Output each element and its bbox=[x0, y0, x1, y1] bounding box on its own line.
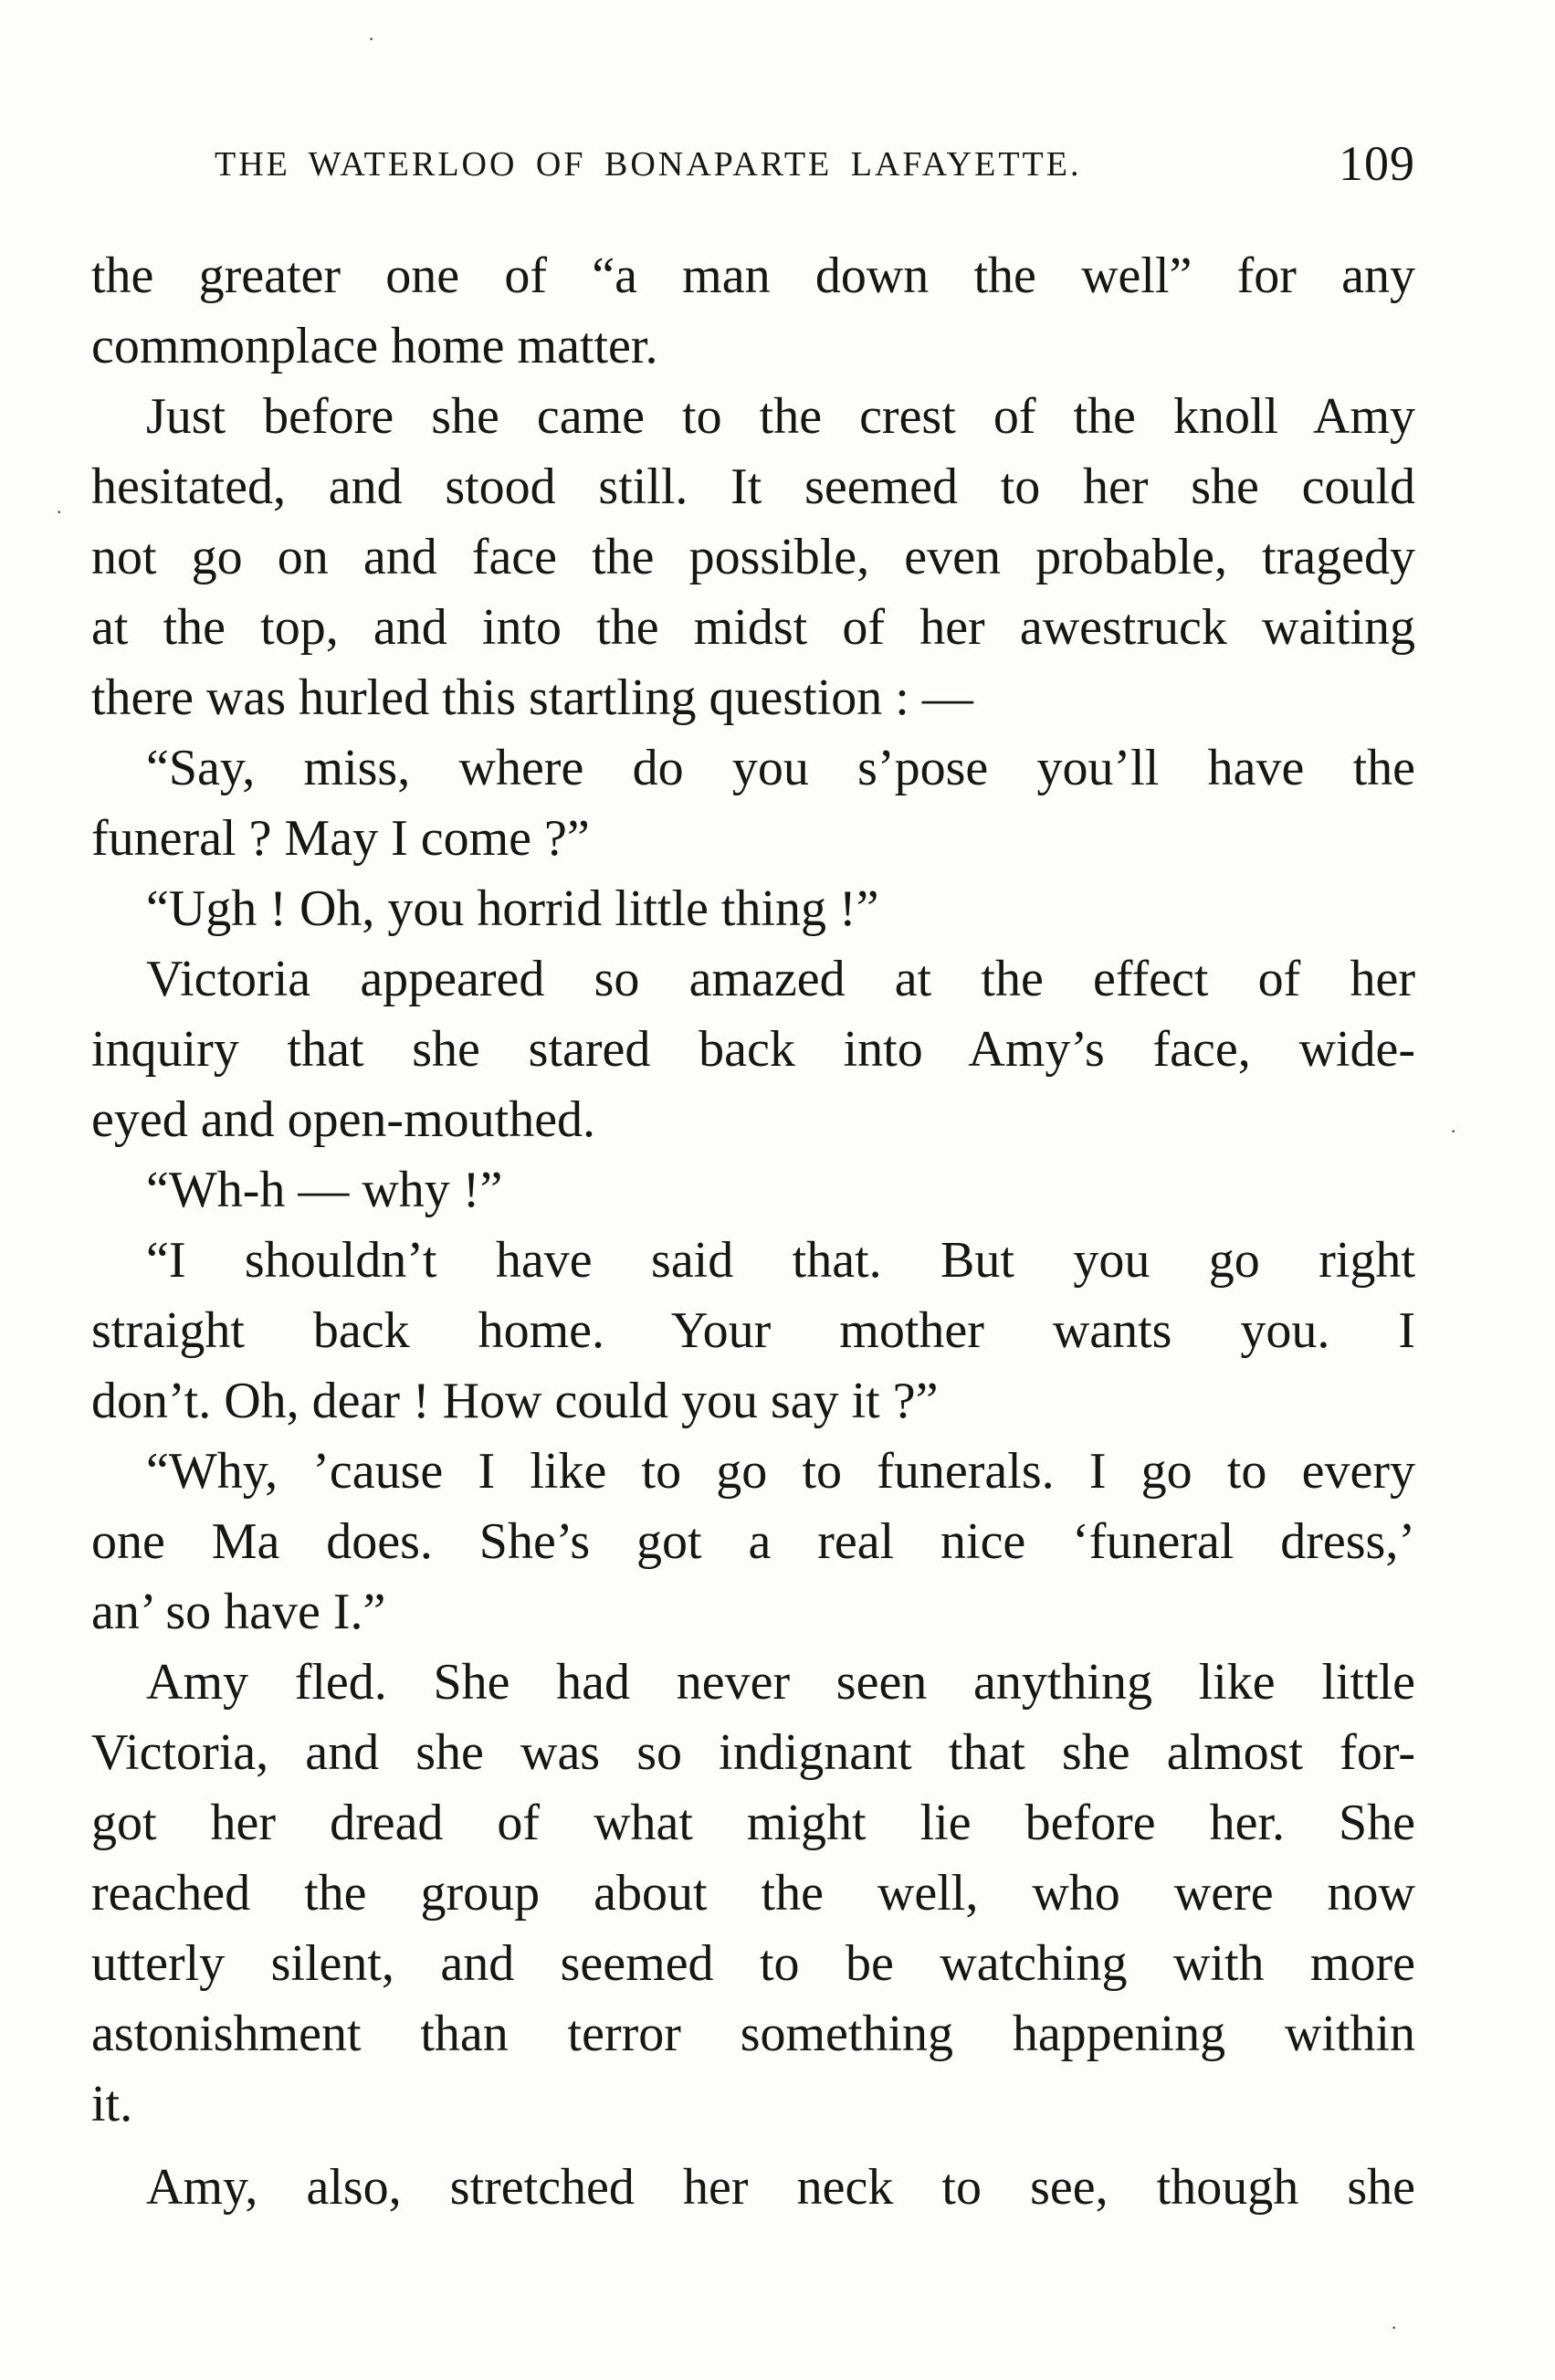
body-text bbox=[91, 241, 1415, 2223]
text-line: “Wh-h — why !” bbox=[146, 1162, 503, 1218]
print-speck: · bbox=[1391, 2316, 1398, 2339]
text-line: straight back home. Your mother wants you. I bbox=[91, 1302, 1415, 1359]
text-line: utterly silent, and seemed to be watching with more bbox=[91, 1935, 1415, 1992]
text-line: at the top, and into the midst of her awestruck waiting bbox=[91, 599, 1415, 656]
text-line: Amy fled. She had never seen anything like little bbox=[146, 1654, 1415, 1711]
text-line: Amy, also, stretched her neck to see, though she bbox=[146, 2159, 1415, 2216]
text-line: don’t. Oh, dear ! How could you say it ?” bbox=[91, 1373, 939, 1429]
text-line: not go on and face the possible, even probable, tragedy bbox=[91, 529, 1415, 585]
text-line: “Ugh ! Oh, you horrid little thing !” bbox=[146, 880, 879, 937]
text-line: Victoria, and she was so indignant that she almost for- bbox=[91, 1724, 1415, 1781]
text-line: Just before she came to the crest of the knoll Amy bbox=[146, 388, 1415, 445]
text-line: got her dread of what might lie before her. She bbox=[91, 1795, 1415, 1851]
text-line: there was hurled this startling question : — bbox=[91, 669, 973, 726]
print-speck: · bbox=[1450, 1120, 1457, 1143]
text-line: one Ma does. She’s got a real nice ‘funeral dress,’ bbox=[91, 1513, 1415, 1570]
print-speck: · bbox=[368, 27, 375, 50]
text-line: “I shouldn’t have said that. But you go right bbox=[146, 1232, 1415, 1289]
running-head: THE WATERLOO OF BONAPARTE LAFAYETTE. bbox=[215, 145, 1082, 184]
text-line: astonishment than terror something happening within bbox=[91, 2006, 1415, 2062]
text-line: an’ so have I.” bbox=[91, 1584, 386, 1640]
text-line: the greater one of “a man down the well” for any bbox=[91, 247, 1415, 304]
text-line: “Say, miss, where do you s’pose you’ll have the bbox=[146, 740, 1415, 796]
print-speck: . bbox=[57, 495, 62, 518]
text-line: reached the group about the well, who were now bbox=[91, 1865, 1415, 1922]
text-line: commonplace home matter. bbox=[91, 318, 658, 374]
text-line: hesitated, and stood still. It seemed to her she could bbox=[91, 458, 1415, 515]
page-number: 109 bbox=[1339, 136, 1415, 191]
page-header bbox=[91, 135, 1424, 199]
text-line: funeral ? May I come ?” bbox=[91, 810, 590, 867]
text-line: “Why, ’cause I like to go to funerals. I go to every bbox=[146, 1443, 1415, 1500]
text-line: it. bbox=[91, 2076, 133, 2133]
text-line: Victoria appeared so amazed at the effect of her bbox=[146, 951, 1415, 1007]
text-line: inquiry that she stared back into Amy’s face, wide- bbox=[91, 1021, 1415, 1078]
text-line: eyed and open-mouthed. bbox=[91, 1091, 596, 1148]
